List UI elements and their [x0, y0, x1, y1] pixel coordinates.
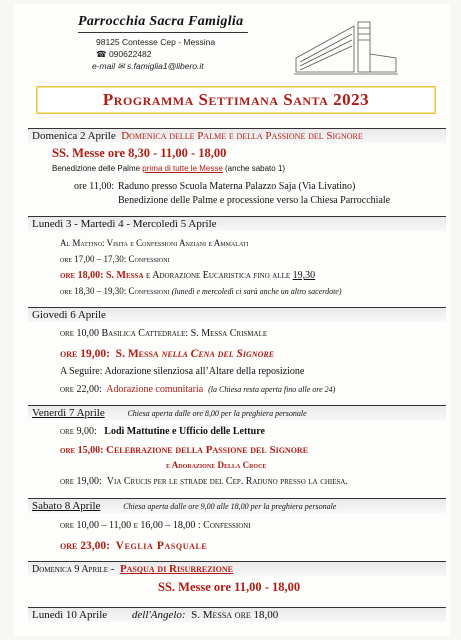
passion-celebration [60, 444, 308, 456]
mw-mass [60, 270, 315, 281]
event: Celebrazione della Passione del Signore [106, 444, 309, 456]
day-label: Domenica 2 Aprile [32, 130, 116, 142]
event: Adorazione comunitaria [106, 384, 204, 395]
chrism-mass: ore 10,00 Basilica Cattedrale: S. Messa Crismale [60, 328, 268, 339]
note: (la Chiesa resta aperta fino alle ore 24) [208, 385, 336, 394]
parish-phone: ☎ 090622482 [96, 49, 152, 59]
event: Confessioni [128, 254, 170, 264]
feast-name: Domenica delle Palme e della Passione del Signore [121, 130, 363, 142]
event-mass: S. Messa [115, 348, 159, 360]
time: ore 23,00: [60, 540, 110, 552]
event: Via Crucis per le strade del Cep. Raduno presso la chiesa. [106, 476, 348, 487]
saturday-confessions: ore 10,00 – 11,00 e 16,00 – 18,00 : Confessioni [60, 520, 251, 531]
palm-event-gathering: Raduno presso Scuola Materna Palazzo Saja (Via Livatino) [118, 181, 356, 192]
mass-time: S. Messa ore 18,00 [191, 609, 279, 621]
palm-masses: SS. Messe ore 8,30 - 11,00 - 18,00 [52, 146, 227, 160]
time: ore 19,00: [60, 476, 102, 487]
event: Lodi Mattutine e Ufficio delle Letture [104, 426, 265, 437]
section-thursday [28, 307, 446, 322]
time: ore 17,00 – 17,30: [60, 254, 127, 264]
event-end-time: 19,30 [292, 270, 316, 281]
section-palm-sunday [28, 128, 446, 143]
day-label: Lunedì 3 - Martedì 4 - Mercoledì 5 Aprile [32, 218, 217, 230]
section-friday [28, 405, 446, 420]
last-supper-mass [60, 348, 274, 360]
parish-email: e-mail ✉ s.famiglia1@libero.it [92, 61, 204, 71]
blessing-text: Benedizione delle Palme [52, 164, 141, 173]
church-open-note: Chiesa aperta dalle ore 8,00 per la preghiera personale [127, 409, 307, 418]
note: (lunedì e mercoledì ci sarà anche un altro sacerdote) [171, 287, 342, 296]
community-adoration [60, 384, 335, 395]
morning-visits: Al Mattino: Visita e Confessioni Anziani e Ammalati [60, 238, 249, 248]
parish-name: Parrocchia Sacra Famiglia [78, 14, 244, 29]
time: ore 9,00: [60, 426, 97, 437]
mw-confession-2 [60, 286, 342, 296]
blessing-timing: prima di tutte le Messe [142, 164, 223, 173]
cross-adoration: e Adorazione Della Croce [166, 460, 267, 470]
church-open-note: Chiesa aperta dalle ore 9,00 alle 18,00 per la preghiera personale [123, 502, 337, 511]
parish-address: 98125 Contesse Cep - Messina [96, 37, 216, 47]
event: Veglia Pasquale [115, 540, 208, 552]
day-label: Domenica 9 Aprile [32, 564, 109, 575]
header-divider [78, 32, 248, 33]
event-mass: S. Messa [106, 270, 144, 281]
easter-vigil [60, 540, 207, 552]
easter-masses: SS. Messe ore 11,00 - 18,00 [158, 580, 301, 594]
palm-blessing [52, 164, 285, 173]
phone-number: 090622482 [108, 49, 152, 59]
section-easter: Domenica 9 Aprile - Pasqua di Risurrezione [28, 561, 446, 576]
blessing-note: (anche sabato 1) [225, 164, 286, 173]
time: ore 22,00: [60, 384, 102, 395]
via-crucis [60, 476, 348, 487]
time: ore 15,00: [60, 445, 104, 456]
day-label: Venerdì 7 Aprile [32, 407, 105, 419]
palm-time-11: ore 11,00: [74, 181, 115, 192]
palm-event-procession: Benedizione delle Palme e processione verso la Chiesa Parrocchiale [118, 195, 391, 206]
morning-prayer [60, 426, 265, 437]
section-easter-monday [28, 607, 446, 622]
mw-confession-1 [60, 254, 170, 264]
time: ore 18,00: [60, 270, 104, 281]
event-adoration: e Adorazione Eucaristica fino alle [146, 270, 291, 281]
time: ore 18,30 – 19,30: [60, 286, 127, 296]
program-sheet [14, 4, 450, 636]
day-label: Sabato 8 Aprile [32, 500, 101, 512]
feast-name: Pasqua di Risurrezione [119, 563, 234, 575]
day-label: Lunedì 10 Aprile [32, 609, 108, 621]
section-saturday [28, 498, 446, 513]
page-title: Programma Settimana Santa 2023 [36, 86, 436, 114]
day-name: dell'Angelo: [131, 609, 186, 621]
time: ore 19,00: [60, 348, 110, 360]
event-title: nella Cena del Signore [161, 348, 275, 360]
silent-adoration: A Seguire: Adorazione silenziosa all’Altare della reposizione [60, 366, 305, 377]
day-label: Giovedì 6 Aprile [32, 309, 106, 321]
church-illustration-icon [294, 18, 398, 78]
event: Confessioni [128, 286, 170, 296]
section-mon-wed [28, 216, 446, 231]
